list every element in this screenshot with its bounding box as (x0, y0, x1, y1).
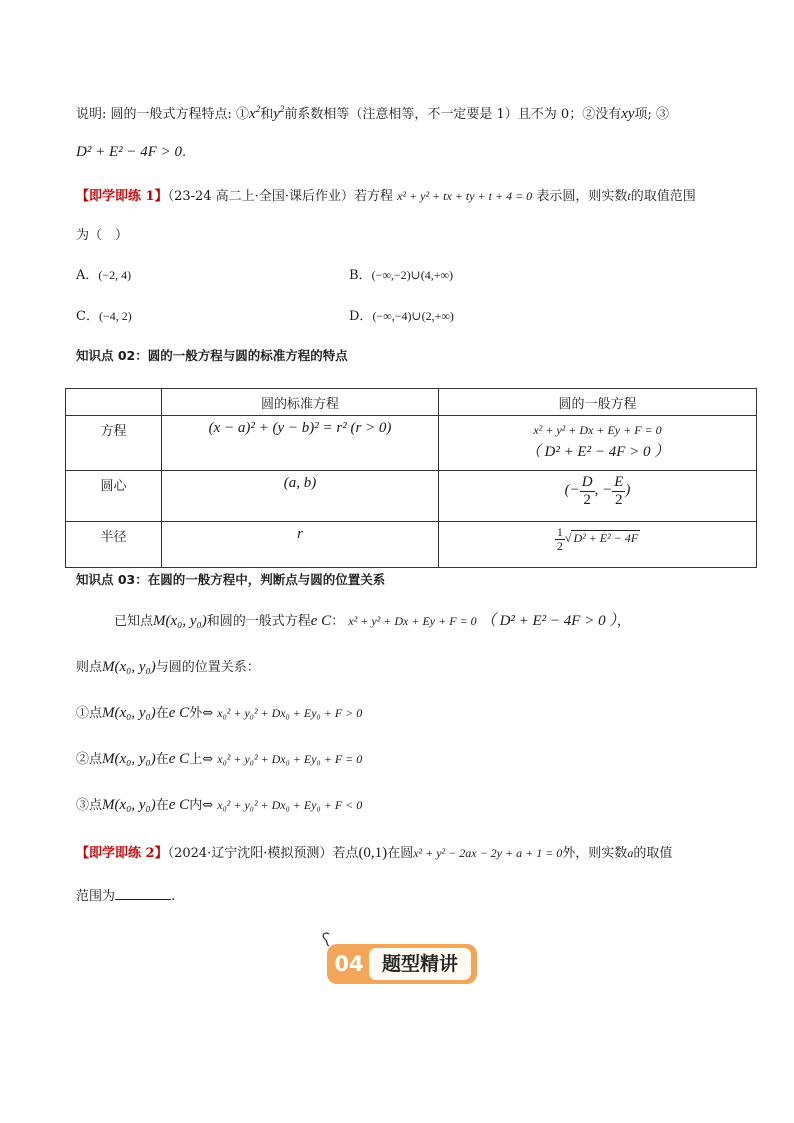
case-3-num: ③点 (76, 798, 103, 813)
kp03-circle: e C (310, 613, 332, 629)
option-c[interactable] (76, 305, 132, 328)
case-2 (76, 748, 362, 771)
option-a[interactable] (76, 264, 131, 287)
kp03-point-2: M(x₀, y₀) (102, 659, 156, 675)
standard-radius (162, 522, 439, 568)
case-1-in: 在 (155, 706, 169, 721)
case-2-in: 在 (155, 752, 169, 767)
note-t3: 项; ③ (634, 107, 670, 122)
kp03-line2b: 与圆的位置关系： (155, 660, 260, 675)
kp03-equation: x² + y² + Dx + Ey + F = 0 (348, 614, 477, 628)
answer-blank[interactable] (115, 887, 171, 900)
note-line-2 (76, 141, 186, 164)
exercise-1-line2: 为（ ） (76, 228, 129, 243)
table-row (66, 522, 757, 568)
kp03-intro1: 已知点 (114, 614, 154, 629)
case-2-num: ②点 (76, 752, 103, 767)
row-label-radius: 半径 (66, 522, 162, 568)
section-title: 题型精讲 (369, 948, 471, 980)
note-condition: D² + E² − 4F > 0 (76, 144, 183, 160)
exercise-2-line-1 (76, 842, 672, 865)
note-prefix: 说明: 圆的一般式方程特点: ① (76, 107, 250, 122)
case-2-relation: x₀² + y₀² + Dx₀ + Ey₀ + F = 0 (217, 752, 363, 766)
table-header-standard: 圆的标准方程 (162, 389, 439, 416)
case-3-where: 内 (189, 798, 203, 813)
exercise-2-line-2 (76, 886, 175, 908)
section-badge (327, 944, 477, 984)
case-3-point: M(x₀, y₀) (102, 797, 156, 813)
row-label-center: 圆心 (66, 471, 162, 522)
general-equation-condition: （ D² + E² − 4F > 0 ） (525, 444, 670, 460)
exercise-2-line2: 范围为 (76, 889, 116, 904)
exercise-1-mid: 表示圆，则实数 (536, 189, 628, 204)
option-c-value: (−4, 2) (98, 309, 132, 323)
case-2-iff: ⇔ (202, 752, 214, 767)
table-header-general: 圆的一般方程 (439, 389, 757, 416)
kp03-line2a: 则点 (76, 660, 103, 675)
option-d[interactable] (349, 305, 454, 328)
exercise-1-source: （23-24 高二上·全国·课后作业）若方程 (167, 189, 393, 204)
case-3 (76, 794, 362, 817)
case-2-where: 上 (189, 752, 203, 767)
table-header-empty (66, 389, 162, 416)
case-2-circle: e C (168, 751, 190, 767)
case-3-circle: e C (168, 797, 190, 813)
table-row (66, 471, 757, 522)
note-line-1 (76, 98, 669, 126)
case-3-in: 在 (155, 798, 169, 813)
case-1-num: ①点 (76, 706, 103, 721)
kp02-heading: 知识点 02：圆的一般方程与圆的标准方程的特点 (76, 348, 348, 363)
note-t2: 前系数相等（注意相等，不一定要是 1）且不为 0；②没有 (284, 107, 622, 122)
option-a-value: (−2, 4) (98, 268, 132, 282)
kp03-intro (114, 610, 630, 633)
row-label-equation: 方程 (66, 416, 162, 471)
exercise-1-var: t (627, 189, 631, 203)
case-1-relation: x₀² + y₀² + Dx₀ + Ey₀ + F > 0 (217, 706, 363, 720)
general-radius-text: $\frac{1}{2}$ √ D² + E² − 4F (556, 525, 639, 554)
kp03-intro4: ， (616, 614, 630, 629)
option-d-label: D． (349, 309, 373, 324)
exercise-2-tag: 【即学即练 2】 (76, 846, 168, 861)
general-equation-text: x² + y² + Dx + Ey + F = 0 (533, 423, 662, 437)
exercise-1-tag: 【即学即练 1】 (76, 189, 168, 204)
xy-term: xy (621, 106, 635, 122)
standard-equation (162, 416, 439, 471)
standard-center (162, 471, 439, 522)
case-1-circle: e C (168, 705, 190, 721)
case-3-relation: x₀² + y₀² + Dx₀ + Ey₀ + F < 0 (217, 798, 363, 812)
kp03-line-2 (76, 656, 260, 679)
table-row (66, 416, 757, 471)
general-radius (439, 522, 757, 568)
case-2-point: M(x₀, y₀) (102, 751, 156, 767)
standard-center-text: (a, b) (283, 475, 317, 491)
general-center (439, 471, 757, 522)
option-d-value: (−∞,−4)∪(2,+∞) (372, 309, 454, 323)
kp03-intro2: 和圆的一般式方程 (206, 614, 311, 629)
case-1-where: 外 (189, 706, 203, 721)
exercise-2-end: . (171, 889, 176, 904)
note-t1: 和 (260, 107, 274, 122)
case-1-point: M(x₀, y₀) (102, 705, 156, 721)
option-c-label: C． (76, 309, 99, 324)
case-1 (76, 702, 362, 725)
exercise-2-mid: 在圆 (387, 846, 414, 861)
exercise-2-tail2: 的取值 (633, 846, 673, 861)
exercise-1-equation: x² + y² + tx + ty + t + 4 = 0 (397, 189, 533, 203)
case-1-iff: ⇔ (202, 706, 214, 721)
option-b-label: B． (349, 268, 372, 283)
x-squared: $x^2$ (249, 104, 261, 122)
case-3-iff: ⇔ (202, 798, 214, 813)
kp03-condition: （ D² + E² − 4F > 0 ） (480, 613, 617, 629)
kp03-intro3: ： (331, 614, 345, 629)
exercise-2-source: （2024·辽宁沈阳·模拟预测）若点 (167, 846, 359, 861)
exercise-2-var: a (627, 846, 634, 860)
general-center-text: (− $\frac{D}{2}$ , − $\frac{E}{2}$ ) (564, 474, 631, 508)
kp02-table (65, 388, 757, 568)
standard-equation-text: (x − a)² + (y − b)² = r² (r > 0) (208, 420, 392, 436)
exercise-1-line-1 (76, 185, 696, 208)
exercise-1-line-2 (76, 225, 128, 247)
standard-radius-text: r (297, 526, 303, 542)
option-a-label: A． (76, 268, 99, 283)
kp03-point: M(x₀, y₀) (153, 613, 207, 629)
kp03-heading: 知识点 03：在圆的一般方程中，判断点与圆的位置关系 (76, 572, 386, 587)
section-number: 04 (334, 952, 364, 976)
exercise-2-equation: x² + y² − 2ax − 2y + a + 1 = 0 (413, 846, 563, 860)
y-squared: $y^2$ (273, 104, 285, 122)
exercise-2-tail: 外，则实数 (562, 846, 628, 861)
exercise-2-point: (0,1) (358, 845, 388, 861)
option-b[interactable] (349, 264, 453, 287)
table-header-row (66, 389, 757, 416)
option-b-value: (−∞,−2)∪(4,+∞) (371, 268, 454, 282)
general-equation (439, 416, 757, 471)
note-end: . (182, 145, 187, 160)
exercise-1-tail: 的取值范围 (630, 189, 696, 204)
